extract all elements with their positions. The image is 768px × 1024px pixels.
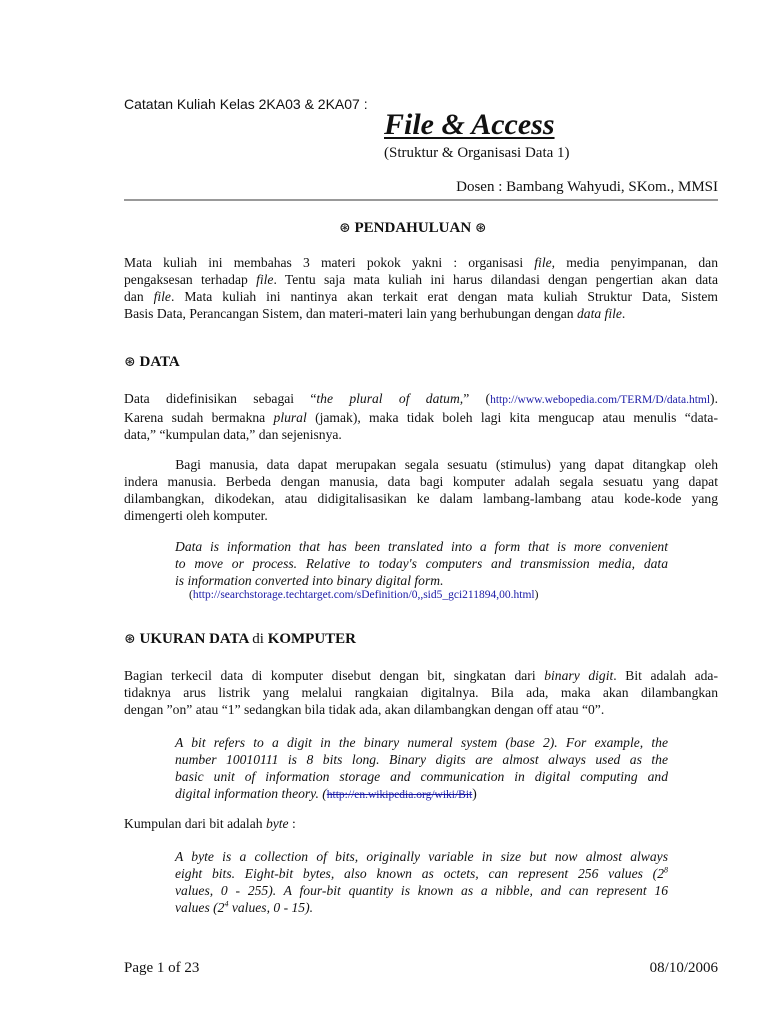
bullet-symbol-icon: ⊛ bbox=[474, 221, 487, 236]
bullet-symbol-icon: ⊛ bbox=[124, 632, 136, 647]
webopedia-link[interactable]: http://www.webopedia.com/TERM/D/data.html bbox=[490, 394, 711, 406]
bit-paragraph bbox=[124, 667, 718, 718]
data-definition-paragraph bbox=[124, 390, 718, 443]
bullet-symbol-icon: ⊛ bbox=[124, 355, 136, 370]
data-def-line: Karena sudah bermakna plural (jamak), maka tidak boleh lagi kita mengucap atau menulis “data- bbox=[124, 410, 718, 425]
bit-line: Bagian terkecil data di komputer disebut dengan bit, singkatan dari binary digit. Bit adalah ada- bbox=[124, 668, 718, 683]
intro-line: Mata kuliah ini membahas 3 materi pokok yakni : organisasi file, media penyimpanan, dan bbox=[124, 255, 718, 270]
data-human-line: Bagi manusia, data dapat merupakan segala sesuatu (stimulus) yang dapat ditangkap oleh bbox=[124, 457, 718, 472]
quote-line: basic unit of information storage and communication in digital computing and bbox=[175, 769, 668, 784]
intro-line: Basis Data, Perancangan Sistem, dan materi-materi lain yang berhubungan dengan data file. bbox=[124, 306, 626, 321]
data-def-line: Data didefinisikan sebagai “the plural of datum,” (http://www.webopedia.com/TERM/D/data.html). bbox=[124, 391, 718, 406]
lecturer-name: Dosen : Bambang Wahyudi, SKom., MMSI bbox=[456, 179, 718, 195]
bullet-symbol-icon: ⊛ bbox=[339, 221, 351, 236]
intro-line: dan file. Mata kuliah ini nantinya akan terkait erat dengan mata kuliah Struktur Data, Sistem bbox=[124, 289, 718, 304]
intro-heading-text: PENDAHULUAN bbox=[354, 220, 472, 236]
header-divider bbox=[124, 199, 718, 201]
quote-line: values ($2^4$ values, 0 - 15). bbox=[175, 899, 314, 915]
techtarget-citation: (http://searchstorage.techtarget.com/sDefinition/0,,sid5_gci211894,00.html) bbox=[189, 589, 539, 601]
byte-intro: Kumpulan dari bit adalah byte : bbox=[124, 816, 296, 831]
bit-quote bbox=[175, 734, 668, 804]
techtarget-link[interactable]: http://searchstorage.techtarget.com/sDefinition/0,,sid5_gci211894,00.html bbox=[192, 589, 535, 601]
quote-line: eight bits. Eight-bit bytes, also known as octets, can represent 256 values ($2^8$ bbox=[175, 865, 668, 881]
wikipedia-link[interactable]: http://en.wikipedia.org/wiki/Bit bbox=[326, 789, 473, 801]
document-title: File & Access bbox=[384, 108, 555, 141]
quote-line: A bit refers to a digit in the binary numeral system (base 2). For example, the bbox=[175, 735, 668, 750]
page-date: 08/10/2006 bbox=[649, 960, 718, 976]
page-number: Page 1 of 23 bbox=[124, 960, 200, 976]
data-heading bbox=[124, 354, 180, 371]
data-human-paragraph bbox=[124, 456, 718, 524]
bit-line: dengan ”on” atau “1” sedangkan bila tidak ada, akan dilambangkan dengan off atau “0”. bbox=[124, 702, 605, 717]
quote-line: to move or process. Relative to today's computers and transmission media, data bbox=[175, 556, 668, 571]
intro-line: pengaksesan terhadap file. Tentu saja mata kuliah ini harus dilandasi dengan pengertian akan data bbox=[124, 272, 718, 287]
quote-line: is information converted into binary digital form. bbox=[175, 573, 444, 588]
byte-quote bbox=[175, 848, 668, 916]
data-human-line: indera manusia. Berbeda dengan manusia, data bagi komputer adalah segala sesuatu yang dapat bbox=[124, 474, 718, 489]
quote-line: A byte is a collection of bits, originally variable in size but now almost always bbox=[175, 849, 668, 864]
document-subtitle: (Struktur & Organisasi Data 1) bbox=[384, 145, 570, 161]
bit-line: tidaknya arus listrik yang melalui rangkaian digitalnya. Bila ada, maka akan dilambangkan bbox=[124, 685, 718, 700]
intro-paragraph bbox=[124, 254, 718, 322]
data-human-line: dilambangkan, dikodekan, atau didigitalisasikan ke dalam lambang-lambang atau kode-kode yang bbox=[124, 491, 718, 506]
quote-line: digital information theory. (http://en.wikipedia.org/wiki/Bit) bbox=[175, 786, 477, 801]
data-heading-text: DATA bbox=[139, 354, 180, 370]
data-size-heading: ⊛ UKURAN DATA di KOMPUTER bbox=[124, 631, 357, 647]
data-human-line: dimengerti oleh komputer. bbox=[124, 508, 268, 523]
quote-line: number 10010111 is 8 bits long. Binary digits are almost always used as the bbox=[175, 752, 668, 767]
data-def-line: data,” “kumpulan data,” dan sejenisnya. bbox=[124, 427, 342, 442]
intro-heading bbox=[339, 220, 487, 237]
quote-line: values, 0 - 255). A four-bit quantity is known as a nibble, and can represent 16 bbox=[175, 883, 668, 898]
data-quote bbox=[175, 538, 668, 589]
quote-line: Data is information that has been translated into a form that is more convenient bbox=[175, 539, 668, 554]
course-note: Catatan Kuliah Kelas 2KA03 & 2KA07 : bbox=[124, 96, 368, 112]
